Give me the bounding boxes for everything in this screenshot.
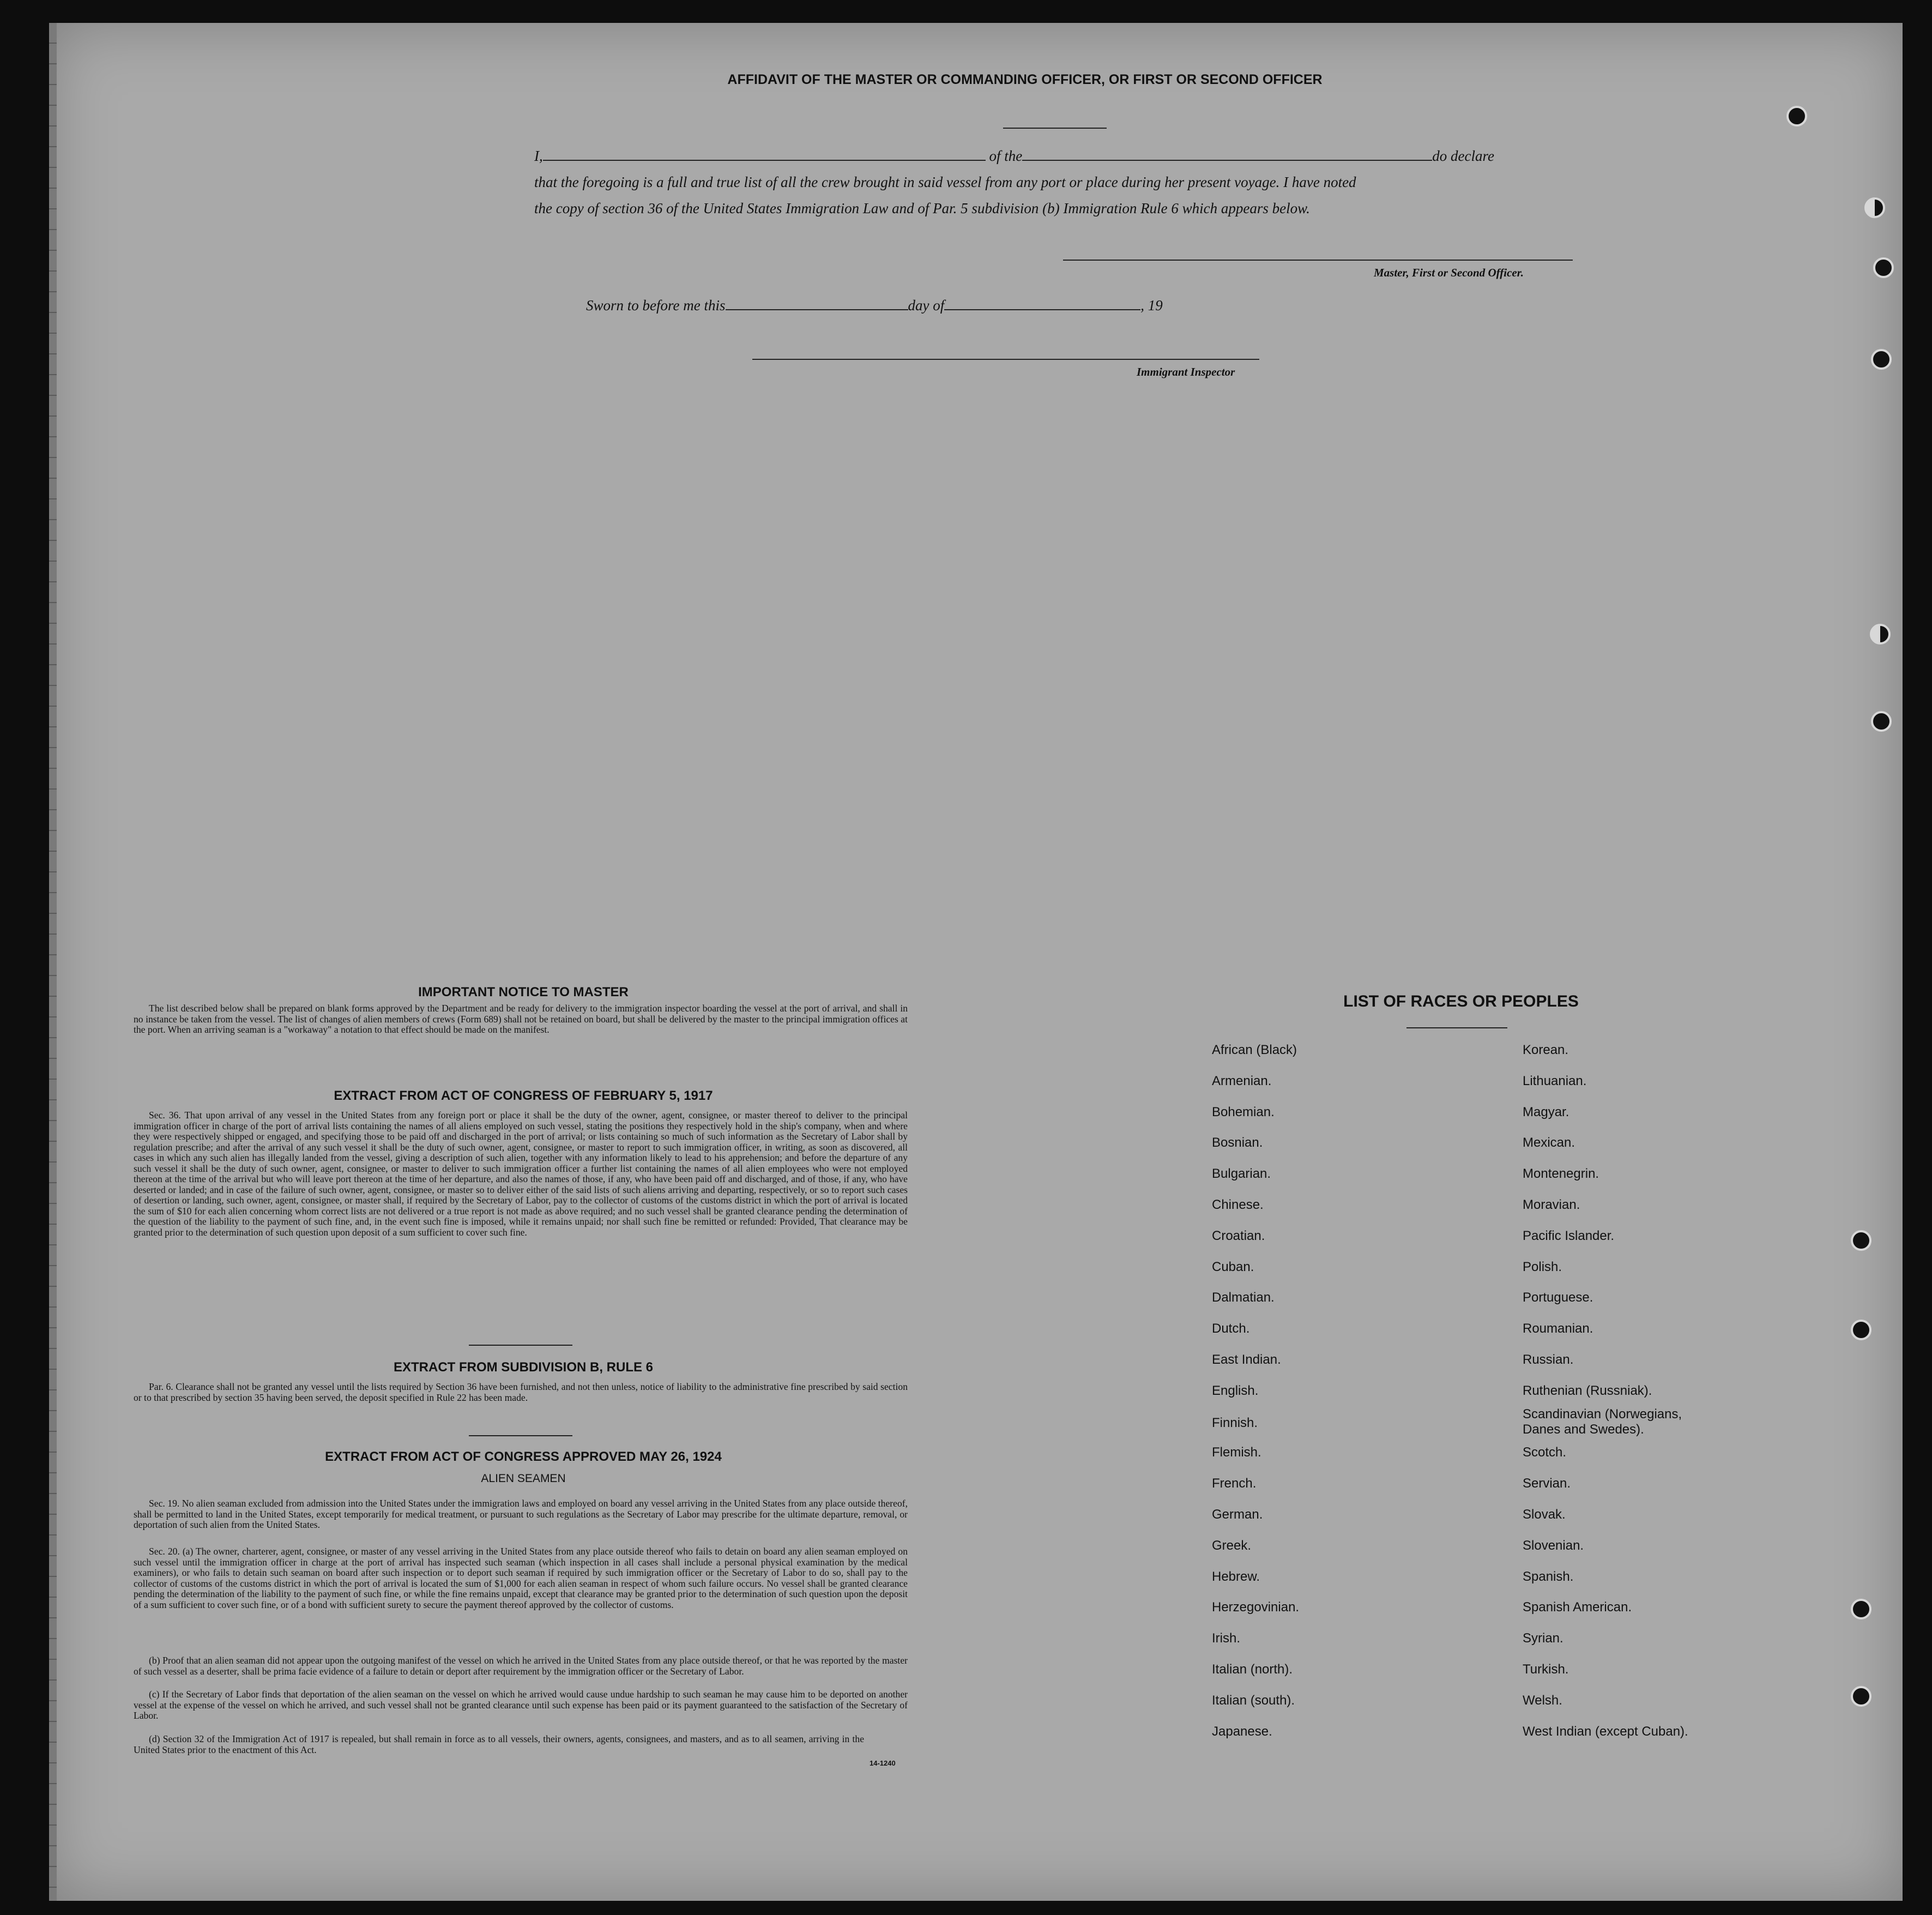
sec-20b-body: (b) Proof that an alien seaman did not appear upon the outgoing manifest of the vessel on which he arrived in the United States from any place outside thereof, or that he was reported by the master of such vessel as a deserter, shall be prima facie evidence of a failure to detain or deport after requirement by the immigration officer or the Secretary of Labor. (134, 1655, 908, 1677)
left-race-item: Hebrew. (1212, 1569, 1260, 1584)
left-race-item: Italian (south). (1212, 1693, 1295, 1708)
inspector-signature-label: Immigrant Inspector (1137, 365, 1235, 378)
binder-hole (1871, 349, 1892, 370)
right-race-item: West Indian (except Cuban). (1523, 1724, 1688, 1739)
extract-rule6-body: Par. 6. Clearance shall not be granted any vessel until the lists required by Section 36 have been furnished, and not then unless, notice of liability to the administrative fine prescribed by said section or to that prescribed by section 35 having been served, the deposit specified in Rule 22 has been made. (134, 1381, 908, 1403)
binder-hole (1851, 1320, 1871, 1340)
form-number: 14-1240 (870, 1759, 896, 1767)
binder-hole (1851, 1230, 1871, 1251)
binder-hole (1864, 197, 1885, 218)
right-race-item: Russian. (1523, 1352, 1574, 1367)
right-race-item: Scandinavian (Norwegians, Danes and Swedes). (1523, 1406, 1682, 1437)
right-race-item: Syrian. (1523, 1631, 1563, 1646)
right-race-item: Welsh. (1523, 1693, 1562, 1708)
sec-20c-body: (c) If the Secretary of Labor finds that deportation of the alien seaman on the vessel on which he arrived would cause undue hardship to such seaman he may cause him to be deported on another vessel at the expense of the vessel on which he arrived, and such vessel shall not be granted clearance until such expense has been paid or its payment guaranteed to the satisfaction of the Secretary of Labor. (134, 1689, 908, 1721)
binder-hole (1851, 1599, 1871, 1619)
of-the-word: of the (989, 148, 1023, 164)
right-race-item: Turkish. (1523, 1662, 1569, 1677)
do-declare-word: do declare (1432, 148, 1494, 164)
sec-20d-body: (d) Section 32 of the Immigration Act of 1917 is repealed, but shall remain in force as to all vessels, their owners, agents, consignees, and masters, and as to all seamen, arriving in the United States prior to the enactment of this Act. (134, 1733, 864, 1755)
left-race-item: English. (1212, 1383, 1259, 1398)
left-race-item: African (Black) (1212, 1043, 1297, 1057)
sec-20a-body: Sec. 20. (a) The owner, charterer, agent, consignee, or master of any vessel arriving in the United States from any place outside thereof who fails to detain on board any alien seaman employed on such vessel until the immigration officer in charge at the port of arrival has inspected such seaman (which inspection in all cases shall include a personal physical examination by the medical examiners), or who fails to detain such seaman on board after such inspection or to deport such seaman if required by such immigration officer or the Secretary of Labor to do so, shall pay to the collector of customs of the customs district in which the port of arrival is located the sum of $1,000 for each alien seaman in respect of whom such failure occurs. No vessel shall be granted clearance pending the determination of the liability to the payment of such fine, or while the fine remains unpaid, except that clearance may be granted prior to the determination of such question upon the deposit of a sum sufficient to cover such fine, or of a bond with sufficient surety to secure the payment thereof approved by the collector of customs. (134, 1546, 908, 1610)
left-race-item: Cuban. (1212, 1259, 1254, 1274)
right-race-item: Servian. (1523, 1476, 1571, 1491)
extract-1924-title: EXTRACT FROM ACT OF CONGRESS APPROVED MAY 26, 1924 (325, 1449, 722, 1464)
binder-hole (1873, 257, 1894, 278)
left-race-item: German. (1212, 1507, 1263, 1522)
declaration-line-1 (534, 143, 1570, 169)
left-race-item: Dutch. (1212, 1321, 1250, 1336)
right-race-item: Korean. (1523, 1043, 1569, 1057)
sec-19-body: Sec. 19. No alien seaman excluded from admission into the United States under the immigration laws and employed on board any vessel arriving in the United States from any place outside thereof, shall be permitted to land in the United States, except temporarily for medical treatment, or pursuant to such regulations as the Secretary of Labor may prescribe for the ultimate departure, removal, or deportation of such alien from the United States. (134, 1498, 908, 1530)
right-race-item: Moravian. (1523, 1197, 1580, 1212)
right-race-item: Portuguese. (1523, 1290, 1593, 1305)
left-race-item: French. (1212, 1476, 1257, 1491)
left-race-item: Herzegovinian. (1212, 1600, 1300, 1615)
right-race-item: Ruthenian (Russniak). (1523, 1383, 1652, 1398)
left-race-item: Italian (north). (1212, 1662, 1293, 1677)
affidavit-title: AFFIDAVIT OF THE MASTER OR COMMANDING OFFICER, OR FIRST OR SECOND OFFICER (727, 72, 1323, 87)
sworn-month-blank[interactable] (944, 297, 1140, 310)
sworn-day-blank[interactable] (726, 297, 908, 310)
right-race-item: Magyar. (1523, 1104, 1569, 1119)
binder-hole (1786, 106, 1807, 127)
left-race-item: Flemish. (1212, 1445, 1261, 1460)
notice-body: The list described below shall be prepared on blank forms approved by the Department and be ready for delivery to the immigration inspector boarding the vessel at the port of arrival, and shall in no instance be taken from the vessel. The list of changes of alien members of crews (Form 689) shall not be retained on board, but shall be delivered by the master to the principal immigration offices at the port. When an arriving seaman is a "workaway" a notation to that effect should be made on the manifest. (134, 1003, 908, 1035)
master-signature-line[interactable] (1063, 260, 1573, 261)
right-race-item: Spanish. (1523, 1569, 1574, 1584)
inspector-signature-line[interactable] (752, 359, 1259, 360)
master-signature-label: Master, First or Second Officer. (1374, 266, 1524, 279)
declaration-line-3: the copy of section 36 of the United States Immigration Law and of Par. 5 subdivision (b) Immigration Rule 6 which appears below. (534, 200, 1310, 216)
right-race-item: Pacific Islander. (1523, 1228, 1615, 1243)
right-race-item: Slovenian. (1523, 1538, 1584, 1553)
name-blank[interactable] (543, 148, 986, 161)
left-race-item: Bosnian. (1212, 1135, 1263, 1151)
left-race-item: Bohemian. (1212, 1104, 1275, 1119)
left-race-item: Greek. (1212, 1538, 1252, 1553)
left-race-item: Finnish. (1212, 1415, 1258, 1430)
right-race-item: Roumanian. (1523, 1321, 1593, 1336)
i-word: I, (534, 148, 543, 164)
divider-1 (469, 1345, 572, 1346)
page-edge-strip (49, 23, 57, 1901)
binder-hole (1871, 711, 1892, 732)
left-race-item: Irish. (1212, 1631, 1241, 1646)
day-of-text: day of (908, 297, 945, 314)
races-title: LIST OF RACES OR PEOPLES (1343, 992, 1579, 1010)
left-race-item: Croatian. (1212, 1228, 1265, 1243)
right-race-item: Mexican. (1523, 1135, 1575, 1151)
extract-rule6-title: EXTRACT FROM SUBDIVISION B, RULE 6 (393, 1360, 654, 1375)
title-underline (1003, 128, 1107, 129)
extract-1924-subtitle: ALIEN SEAMEN (481, 1472, 566, 1485)
sworn-text: Sworn to before me this (586, 297, 726, 314)
left-race-item: Chinese. (1212, 1197, 1264, 1212)
binder-hole (1870, 624, 1891, 645)
right-race-item: Montenegrin. (1523, 1166, 1599, 1182)
right-race-item: Polish. (1523, 1259, 1562, 1274)
right-race-item: Lithuanian. (1523, 1073, 1587, 1088)
races-title-underline (1406, 1027, 1507, 1028)
divider-2 (469, 1435, 572, 1436)
right-race-item: Slovak. (1523, 1507, 1566, 1522)
left-race-item: East Indian. (1212, 1352, 1281, 1367)
left-race-item: Dalmatian. (1212, 1290, 1275, 1305)
right-race-item: Scotch. (1523, 1445, 1567, 1460)
left-race-item: Bulgarian. (1212, 1166, 1271, 1182)
vessel-blank[interactable] (1022, 148, 1432, 161)
left-race-item: Armenian. (1212, 1073, 1272, 1088)
year-text: , 19 (1140, 297, 1163, 314)
declaration-line-2: that the foregoing is a full and true list of all the crew brought in said vessel from any port or place during her present voyage. I have noted (534, 174, 1356, 190)
right-race-item: Spanish American. (1523, 1600, 1632, 1615)
binder-hole (1851, 1686, 1871, 1707)
notice-title: IMPORTANT NOTICE TO MASTER (418, 985, 629, 999)
extract-1917-title: EXTRACT FROM ACT OF CONGRESS OF FEBRUARY 5, 1917 (334, 1088, 713, 1103)
left-race-item: Japanese. (1212, 1724, 1272, 1739)
extract-1917-body: Sec. 36. That upon arrival of any vessel in the United States from any foreign port or place it shall be the duty of the owner, agent, consignee, or master thereof to deliver to the principal immigration officer in charge of the port of arrival lists containing the names of all aliens employed on such vessel, stating the positions they respectively hold in the ship's company, when and where they were respectively shipped or engaged, and specifying those to be paid off and discharged in the port of arrival; or lists containing so much of such information as the Secretary of Labor shall by regulation prescribe; and after the arrival of any such vessel it shall be the duty of such owner, agent, consignee, or master to report to such immigration officer, in writing, as soon as discovered, all cases in which any such alien has illegally landed from the vessel, giving a description of such alien, together with any information likely to lead to his apprehension; and before the departure of any such vessel it shall be the duty of such owner, agent, consignee, or master to deliver to such immigration officer a further list containing the names of all alien employees who were not employed thereon at the time of the arrival but who will leave port thereon at the time of her departure, and also the names of those, if any, who have been paid off and discharged, and of those, if any, who have deserted or landed; and in case of the failure of such owner, agent, consignee, or master so to deliver either of the said lists of such aliens arriving and departing, respectively, or so to report such cases of desertion or landing, such owner, agent, consignee, or master shall, if required by the Secretary of Labor, pay to the collector of customs of the customs district in which the port of arrival is located the sum of $10 for each alien concerning whom correct lists are not delivered or a true report is not made as above required; and no such vessel shall be granted clearance pending the determination of the question of the liability to the payment of such fine, and, in the event such fine is imposed, while it remains unpaid; nor shall such fine be remitted or refunded: Provided, That clearance may be granted prior to the determination of such question upon deposit of a sum sufficient to cover such fine. (134, 1110, 908, 1238)
sworn-line (586, 292, 1240, 318)
